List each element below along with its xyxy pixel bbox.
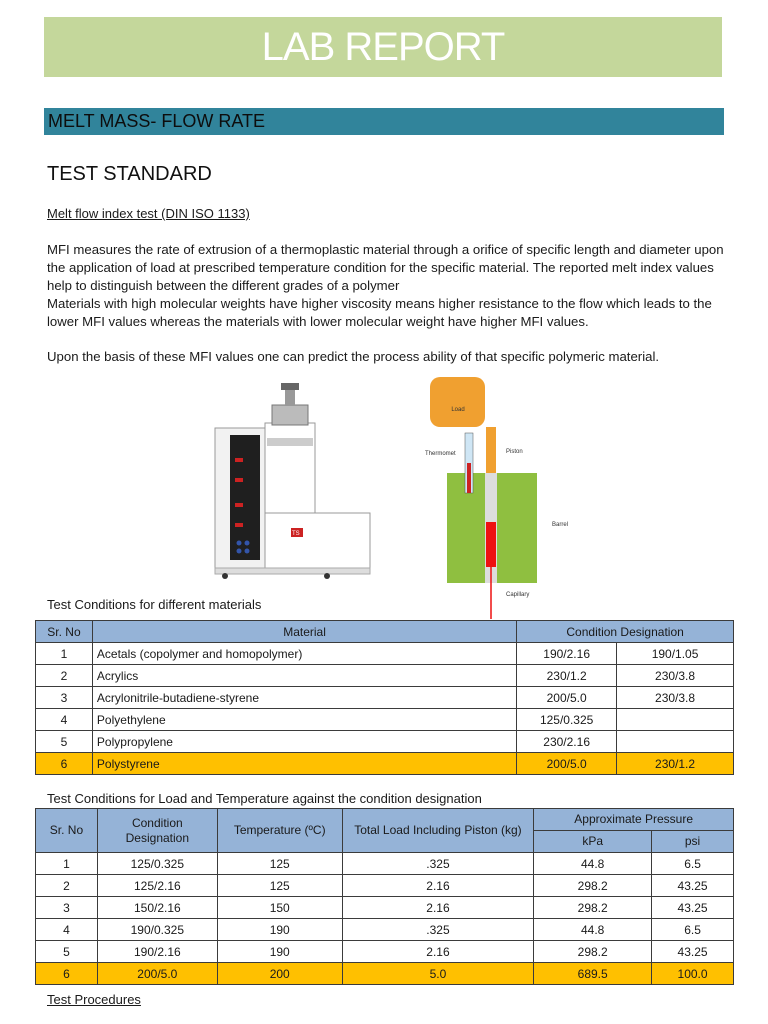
cell-condition-1: 230/1.2 xyxy=(517,665,617,687)
cell-condition-1: 190/2.16 xyxy=(517,643,617,665)
table-header-row xyxy=(36,809,734,831)
label-piston: Piston xyxy=(506,449,523,455)
cell-load: .325 xyxy=(342,853,534,875)
cell-condition-1: 200/5.0 xyxy=(517,753,617,775)
table2-caption: Test Conditions for Load and Temperature against the condition designation xyxy=(47,791,482,806)
cell-material: Acetals (copolymer and homopolymer) xyxy=(92,643,516,665)
cell-srno: 3 xyxy=(36,897,98,919)
cell-temperature: 200 xyxy=(217,963,342,985)
table-row xyxy=(36,687,734,709)
cell-condition: 125/2.16 xyxy=(97,875,217,897)
cell-srno: 6 xyxy=(36,753,93,775)
cell-psi: 43.25 xyxy=(652,875,734,897)
cell-condition-1: 125/0.325 xyxy=(517,709,617,731)
table-row xyxy=(36,643,734,665)
col-header-psi: psi xyxy=(652,831,734,853)
cell-temperature: 125 xyxy=(217,875,342,897)
procedures-link[interactable]: Test Procedures xyxy=(47,992,141,1007)
cell-load: 2.16 xyxy=(342,875,534,897)
cell-kpa: 298.2 xyxy=(534,941,652,963)
table-row xyxy=(36,875,734,897)
cell-srno: 4 xyxy=(36,709,93,731)
cell-material: Acrylics xyxy=(92,665,516,687)
cell-material: Polyethylene xyxy=(92,709,516,731)
cell-srno: 1 xyxy=(36,853,98,875)
col-header-condition: Condition Designation xyxy=(97,809,217,853)
load-temperature-table xyxy=(35,808,734,985)
table-row xyxy=(36,919,734,941)
table-row xyxy=(36,731,734,753)
label-load: Load xyxy=(451,407,465,413)
cell-load: 5.0 xyxy=(342,963,534,985)
cell-srno: 5 xyxy=(36,941,98,963)
cell-condition-2: 230/3.8 xyxy=(617,665,734,687)
cell-condition-1: 230/2.16 xyxy=(517,731,617,753)
paragraph-viscosity: Materials with high molecular weights have higher viscosity means higher resistance to the flow which leads to the lower MFI values whereas the materials with lower molecular weight have higher MFI values. xyxy=(47,296,712,329)
col-header-srno: Sr. No xyxy=(36,621,93,643)
cell-srno: 5 xyxy=(36,731,93,753)
cell-srno: 4 xyxy=(36,919,98,941)
mfi-machine-image xyxy=(205,383,375,583)
brand-mark: TS xyxy=(292,531,300,537)
cell-psi: 43.25 xyxy=(652,897,734,919)
col-header-condition: Condition Designation xyxy=(517,621,734,643)
cell-condition-2: 230/1.2 xyxy=(617,753,734,775)
label-capillary: Capillary xyxy=(506,592,530,598)
cell-temperature: 150 xyxy=(217,897,342,919)
cell-material: Polypropylene xyxy=(92,731,516,753)
label-thermometer: Thermomet xyxy=(425,451,456,457)
col-header-pressure: Approximate Pressure xyxy=(534,809,734,831)
section-bar xyxy=(44,108,724,135)
cell-condition-2 xyxy=(617,731,734,753)
table-row xyxy=(36,709,734,731)
cell-condition: 200/5.0 xyxy=(97,963,217,985)
cell-srno: 6 xyxy=(36,963,98,985)
cell-condition-2: 190/1.05 xyxy=(617,643,734,665)
label-barrel: Barrel xyxy=(552,522,569,528)
cell-material: Acrylonitrile-butadiene-styrene xyxy=(92,687,516,709)
cell-condition: 150/2.16 xyxy=(97,897,217,919)
cell-condition: 190/2.16 xyxy=(97,941,217,963)
cell-kpa: 44.8 xyxy=(534,853,652,875)
cell-condition: 125/0.325 xyxy=(97,853,217,875)
col-header-srno: Sr. No xyxy=(36,809,98,853)
table-row xyxy=(36,941,734,963)
cell-kpa: 689.5 xyxy=(534,963,652,985)
cell-srno: 2 xyxy=(36,875,98,897)
table-row-highlighted xyxy=(36,963,734,985)
table1-caption: Test Conditions for different materials xyxy=(47,597,262,612)
title-banner xyxy=(44,17,722,77)
table-row-highlighted xyxy=(36,753,734,775)
cell-psi: 6.5 xyxy=(652,919,734,941)
materials-table xyxy=(35,620,734,775)
subheading: TEST STANDARD xyxy=(47,163,212,185)
col-header-material: Material xyxy=(92,621,516,643)
table-header-row xyxy=(36,621,734,643)
cell-kpa: 298.2 xyxy=(534,897,652,919)
table-row xyxy=(36,853,734,875)
cell-srno: 1 xyxy=(36,643,93,665)
cell-condition: 190/0.325 xyxy=(97,919,217,941)
table-row xyxy=(36,897,734,919)
cell-load: 2.16 xyxy=(342,941,534,963)
cell-srno: 2 xyxy=(36,665,93,687)
cell-material: Polystyrene xyxy=(92,753,516,775)
cell-psi: 100.0 xyxy=(652,963,734,985)
cell-condition-2 xyxy=(617,709,734,731)
cell-temperature: 125 xyxy=(217,853,342,875)
cell-srno: 3 xyxy=(36,687,93,709)
cell-temperature: 190 xyxy=(217,941,342,963)
standard-link[interactable]: Melt flow index test (DIN ISO 1133) xyxy=(47,206,250,221)
cell-condition-2: 230/3.8 xyxy=(617,687,734,709)
paragraph-mfi: MFI measures the rate of extrusion of a thermoplastic material through a orifice of specific length and diameter upon the application of load at prescribed temperature condition for the specific material. The reported melt index values help to distinguish between the different grades of a polymer xyxy=(47,242,724,293)
cell-load: 2.16 xyxy=(342,897,534,919)
col-header-temperature: Temperature (ºC) xyxy=(217,809,342,853)
col-header-kpa: kPa xyxy=(534,831,652,853)
paragraph-intro xyxy=(47,241,727,331)
cell-psi: 43.25 xyxy=(652,941,734,963)
mfi-schematic xyxy=(410,375,580,620)
cell-temperature: 190 xyxy=(217,919,342,941)
paragraph-processability: Upon the basis of these MFI values one can predict the process ability of that specific polymeric material. xyxy=(47,349,660,364)
cell-load: .325 xyxy=(342,919,534,941)
cell-kpa: 298.2 xyxy=(534,875,652,897)
col-header-load: Total Load Including Piston (kg) xyxy=(342,809,534,853)
cell-kpa: 44.8 xyxy=(534,919,652,941)
table-row xyxy=(36,665,734,687)
report-title: LAB REPORT xyxy=(261,24,505,69)
cell-condition-1: 200/5.0 xyxy=(517,687,617,709)
section-title: MELT MASS- FLOW RATE xyxy=(48,111,266,131)
cell-psi: 6.5 xyxy=(652,853,734,875)
